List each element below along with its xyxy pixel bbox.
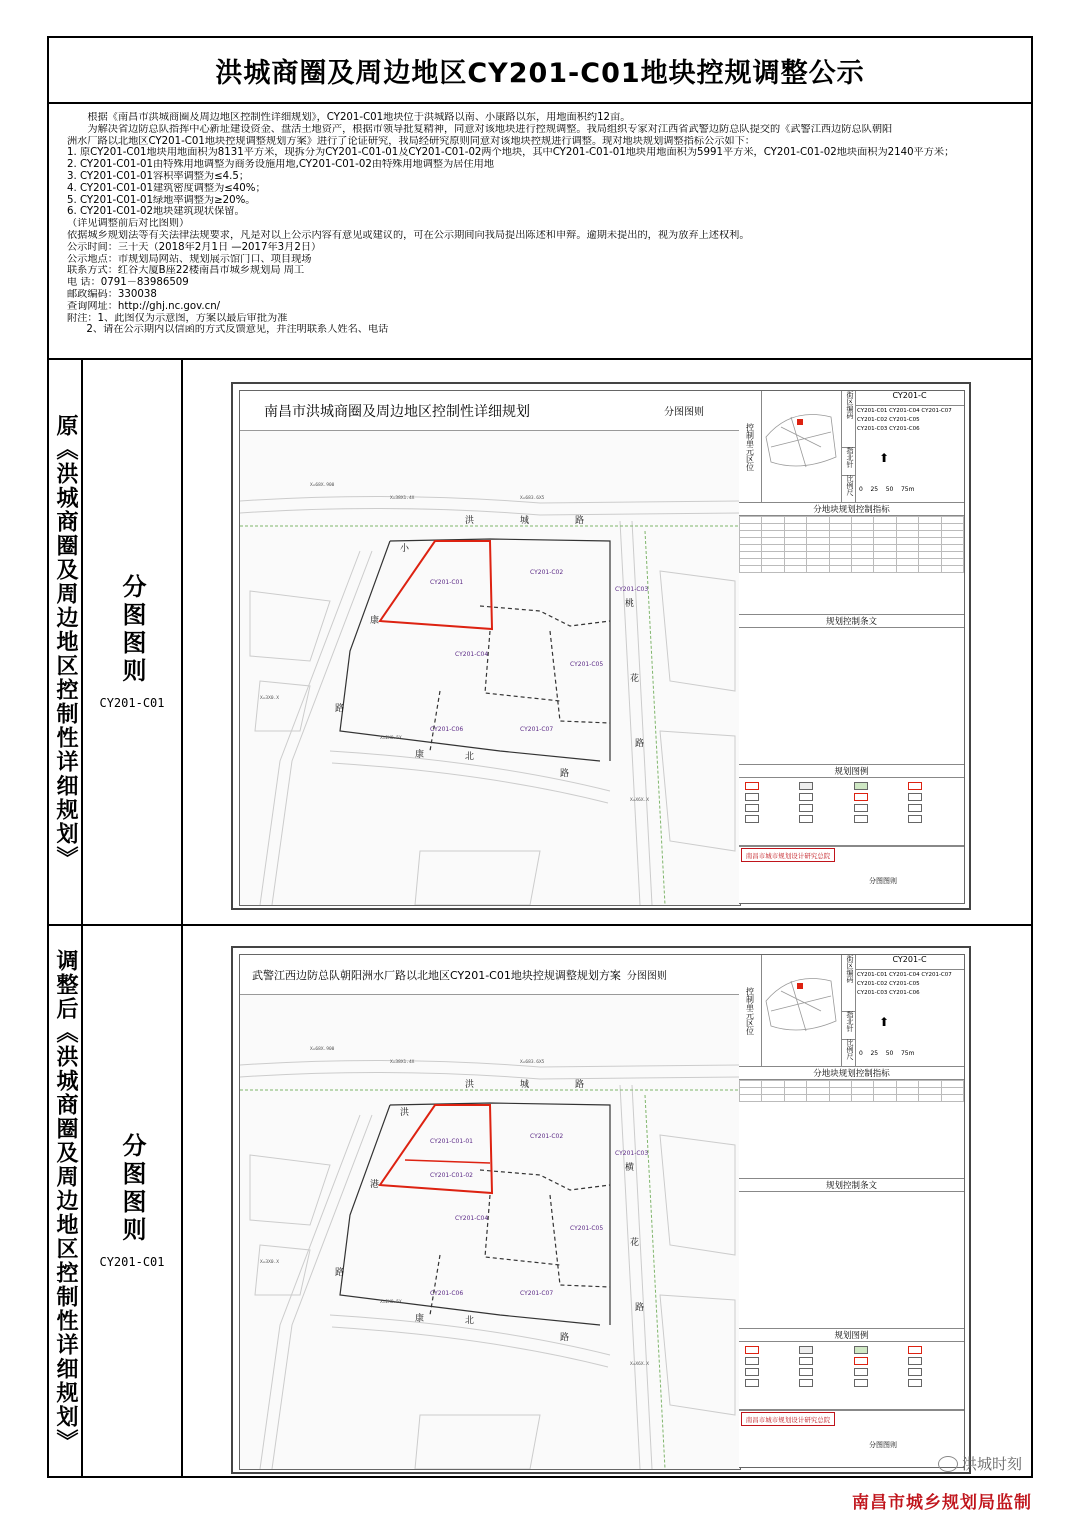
index-table — [739, 1080, 964, 1102]
svg-text:北: 北 — [465, 752, 475, 762]
legend-grid — [739, 778, 964, 827]
notice-line: 1. 原CY201-C01地块用地面积为8131平方米，现拆分为CY201-C01-01及CY201-C01-02两个地块，其中CY201-C01-01地块用地面积为5991平方米，CY201-C01-02地块面积为2140平方米； — [67, 147, 955, 159]
svg-text:X=3X0.X: X=3X0.X — [260, 696, 279, 701]
north-arrow-icon: ⬆ — [879, 1015, 890, 1029]
notice-line: 附注：1、此图仅为示意图，方案以最后审批为准 — [67, 312, 288, 324]
notice-line: （详见调整前后对比图则） — [67, 218, 190, 230]
design-org: 南昌市城市规划设计研究总院 — [741, 1412, 835, 1426]
map-original — [239, 390, 741, 906]
loc-label: 控制单元区位 — [739, 391, 762, 502]
code-list: CY201-C01 CY201-C04 CY201-C07 CY201-C02 CY201-C05 CY201-C03 CY201-C06 — [857, 972, 952, 996]
notice-line: 依据城乡规划法等有关法律法规要求，凡是对以上公示内容有意见或建议的，可在公示期间向我局提出陈述和申辩。逾期未提出的，视为放弃上述权利。 — [67, 229, 750, 241]
svg-text:X=3X0.X: X=3X0.X — [260, 1260, 279, 1265]
notice-frame — [47, 36, 1033, 1478]
svg-text:洪: 洪 — [465, 1080, 475, 1090]
index-table — [739, 516, 964, 573]
section-adjusted-sub: 分图图则 — [118, 1133, 146, 1245]
side-legend-block — [739, 1329, 964, 1411]
map-subtitle: 分图图则 — [626, 971, 667, 982]
code-list: CY201-C01 CY201-C04 CY201-C07 CY201-C02 CY201-C05 CY201-C03 CY201-C06 — [857, 408, 952, 432]
notice-line: 公示时间：三十天（2018年2月1日 —2017年3月2日） — [67, 241, 322, 253]
area-label: 街区编码 — [841, 391, 856, 448]
parcel-label: CY201-C03 — [615, 586, 649, 593]
section-original-code: CY201-C01 — [99, 696, 165, 710]
svg-text:洪: 洪 — [400, 1108, 410, 1118]
svg-text:城: 城 — [520, 1080, 530, 1090]
svg-text:花: 花 — [630, 674, 640, 684]
parcel-label: CY201-C05 — [570, 1225, 604, 1232]
section-adjusted-label: 调整后《洪城商圈及周边地区控制性详细规划》 — [53, 949, 78, 1453]
side-index-block — [739, 1067, 964, 1179]
section-original-sub-col — [83, 360, 183, 924]
side-control-block — [739, 615, 964, 765]
map-header — [240, 391, 740, 431]
section-original-label-col — [49, 360, 83, 924]
notice-line: 2、请在公示期内以信函的方式反馈意见，并注明联系人姓名、电话 — [67, 324, 389, 336]
svg-text:X=X6X.X: X=X6X.X — [630, 798, 649, 803]
notice-line: 根据《南昌市洪城商圈及周边地区控制性详细规划》，CY201-C01地块位于洪城路以南、小康路以东，用地面积约12亩。 — [87, 112, 631, 123]
area-label: 街区编码 — [841, 955, 856, 1012]
svg-text:康: 康 — [370, 616, 380, 626]
map-subtitle: 分图图则 — [664, 407, 704, 418]
section-adjusted-code: CY201-C01 — [99, 1255, 165, 1269]
parcel-label: CY201-C07 — [520, 1290, 554, 1297]
svg-text:X=2X8.5X: X=2X8.5X — [380, 1300, 402, 1305]
parcel-label: CY201-C01-02 — [430, 1172, 473, 1179]
svg-text:路: 路 — [575, 516, 585, 526]
section-adjusted-sub-col — [83, 926, 183, 1476]
loc-label: 控制单元区位 — [739, 955, 762, 1066]
notice-line: 联系方式：红谷大厦B座22楼南昌市城乡规划局 周工 — [67, 265, 305, 277]
side-panel-original — [739, 390, 965, 904]
parcel-label: CY201-C04 — [455, 651, 489, 658]
side-panel-adjusted — [739, 954, 965, 1468]
side-control-block — [739, 1179, 964, 1329]
notice-line: 2. CY201-C01-01由特殊用地调整为商务设施用地,CY201-C01-02由特殊用地调整为居住用地 — [67, 159, 495, 171]
section-adjusted — [49, 926, 1031, 1476]
svg-text:X=68X.900: X=68X.900 — [310, 1047, 335, 1052]
svg-text:路: 路 — [575, 1080, 585, 1090]
scale-label: 比例尺 — [841, 475, 856, 503]
parcel-label: CY201-C01-01 — [430, 1138, 473, 1145]
side-location-block — [739, 391, 964, 503]
title-block — [739, 1409, 964, 1467]
notice-line: 为解决省边防总队指挥中心新址建设资金、盘活土地资产，根据市领导批复精神，同意对该地块进行控规调整。我局组织专家对江西省武警边防总队提交的《武警江西边防总队朝阳 — [87, 123, 893, 135]
scale-ticks: 0 25 50 75m — [859, 486, 915, 493]
title-block-name: 分图图则 — [869, 1441, 897, 1449]
side-index-block — [739, 503, 964, 615]
parcel-label: CY201-C03 — [615, 1150, 649, 1157]
section-original — [49, 360, 1031, 926]
parcel-label: CY201-C06 — [430, 1290, 464, 1297]
plan-sheet-original — [231, 382, 971, 910]
svg-text:小: 小 — [400, 544, 410, 554]
svg-text:康: 康 — [415, 750, 425, 760]
legend-grid — [739, 1342, 964, 1391]
svg-text:X=X6X.X: X=X6X.X — [630, 1362, 649, 1367]
section-adjusted-label-col — [49, 926, 83, 1476]
svg-text:路: 路 — [560, 769, 570, 779]
legend-title: 规划图例 — [739, 765, 964, 778]
notice-line: 查询网址：http://ghj.nc.gov.cn/ — [67, 300, 221, 312]
notice-line: 洲水厂路以北地区CY201-C01地块控规调整规划方案》进行了论证研究，我局经研究原则同意对该地块控规进行调整。现对地块规划调整指标公示如下： — [67, 135, 755, 147]
svg-text:港: 港 — [370, 1180, 380, 1190]
svg-text:康: 康 — [415, 1314, 425, 1324]
plan-sheet-adjusted — [231, 946, 971, 1474]
map-drawing-adjusted — [240, 995, 740, 1469]
parcel-label: CY201-C01 — [430, 579, 464, 586]
code-title: CY201-C — [855, 391, 964, 406]
notice-line: 公示地点：市规划局网站、规划展示馆门口、项目现场 — [67, 253, 312, 265]
loc-minimap — [761, 955, 842, 1066]
notice-line: 电 话：0791－83986509 — [67, 277, 189, 289]
svg-text:横: 横 — [625, 1163, 635, 1173]
notice-line: 3. CY201-C01-01容积率调整为≤4.5； — [67, 170, 250, 182]
design-org: 南昌市城市规划设计研究总院 — [741, 848, 835, 862]
title-block — [739, 845, 964, 903]
loc-minimap — [761, 391, 842, 502]
watermark-text: 洪城时刻 — [961, 1455, 1022, 1473]
section-original-sub: 分图图则 — [118, 574, 146, 686]
notice-line: 5. CY201-C01-01绿地率调整为≥20%。 — [67, 194, 256, 206]
svg-text:X=683.6X5: X=683.6X5 — [520, 1060, 545, 1065]
svg-text:路: 路 — [335, 704, 345, 714]
page-title: 洪城商圈及周边地区CY201-C01地块控规调整公示 — [49, 38, 1031, 104]
side-location-block — [739, 955, 964, 1067]
svg-text:城: 城 — [520, 516, 530, 526]
north-label: 指北针 — [841, 1011, 856, 1040]
control-title: 规划控制条文 — [739, 1179, 964, 1192]
map-title: 武警江西边防总队朝阳洲水厂路以北地区CY201-C01地块控规调整规划方案 — [252, 968, 621, 982]
index-title: 分地块规划控制指标 — [739, 1067, 964, 1080]
footer-credit: 南昌市城乡规划局监制 — [852, 1493, 1032, 1513]
svg-text:路: 路 — [635, 1303, 645, 1313]
svg-text:X=68X.900: X=68X.900 — [310, 483, 335, 488]
parcel-label: CY201-C06 — [430, 726, 464, 733]
svg-text:桃: 桃 — [625, 599, 635, 609]
code-title: CY201-C — [855, 955, 964, 970]
watermark — [938, 1453, 1022, 1474]
legend-title: 规划图例 — [739, 1329, 964, 1342]
north-label: 指北针 — [841, 447, 856, 476]
side-legend-block — [739, 765, 964, 847]
parcel-label: CY201-C05 — [570, 661, 604, 668]
notice-text — [49, 104, 1031, 360]
notice-line: 邮政编码：330038 — [67, 288, 157, 300]
parcel-label: CY201-C02 — [530, 1133, 564, 1140]
section-original-label: 原《洪城商圈及周边地区控制性详细规划》 — [53, 414, 78, 870]
svg-text:X=38X1.4X: X=38X1.4X — [390, 1060, 415, 1065]
map-title: 南昌市洪城商圈及周边地区控制性详细规划 — [264, 403, 530, 420]
notice-line: 4. CY201-C01-01建筑密度调整为≤40%； — [67, 182, 266, 194]
title-block-name: 分图图则 — [869, 877, 897, 885]
svg-text:X=2X8.5X: X=2X8.5X — [380, 736, 402, 741]
svg-text:X=38X1.4X: X=38X1.4X — [390, 496, 415, 501]
index-title: 分地块规划控制指标 — [739, 503, 964, 516]
map-drawing-original — [240, 431, 740, 905]
svg-text:路: 路 — [560, 1333, 570, 1343]
svg-text:洪: 洪 — [465, 516, 475, 526]
parcel-label: CY201-C07 — [520, 726, 554, 733]
control-title: 规划控制条文 — [739, 615, 964, 628]
map-adjusted — [239, 954, 741, 1470]
north-arrow-icon: ⬆ — [879, 451, 890, 465]
svg-text:路: 路 — [635, 739, 645, 749]
parcel-label: CY201-C04 — [455, 1215, 489, 1222]
svg-text:花: 花 — [630, 1238, 640, 1248]
map-header — [240, 955, 740, 995]
wechat-icon — [938, 1456, 958, 1472]
svg-text:北: 北 — [465, 1316, 475, 1326]
scale-ticks: 0 25 50 75m — [859, 1050, 915, 1057]
parcel-label: CY201-C02 — [530, 569, 564, 576]
notice-line: 6. CY201-C01-02地块建筑现状保留。 — [67, 206, 245, 218]
svg-text:X=683.6X5: X=683.6X5 — [520, 496, 545, 501]
svg-text:路: 路 — [335, 1268, 345, 1278]
scale-label: 比例尺 — [841, 1039, 856, 1067]
